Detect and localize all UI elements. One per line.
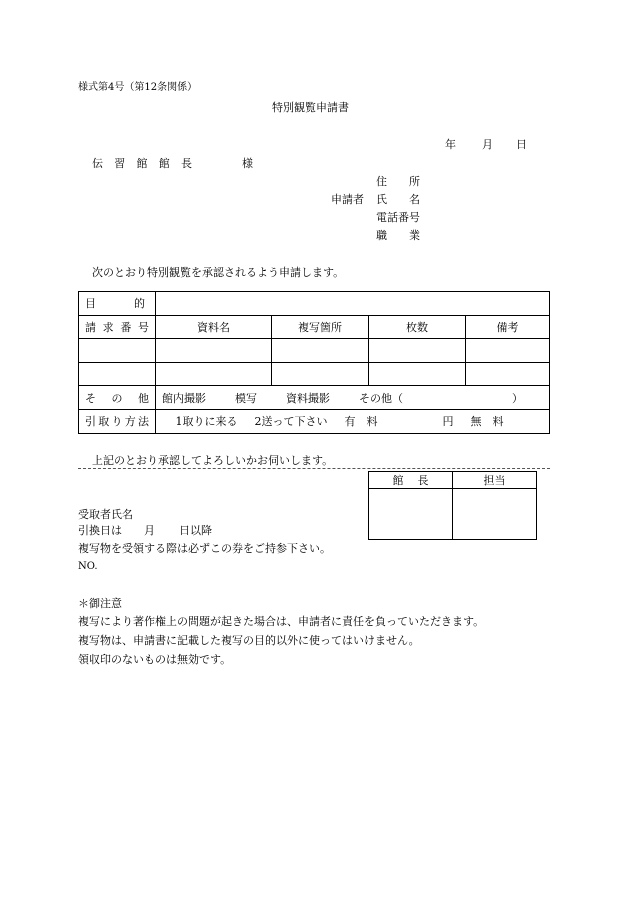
- document-title: 特別観覧申請書: [272, 101, 349, 114]
- option-paid[interactable]: 有 料: [344, 415, 378, 429]
- option-mail[interactable]: 2送って下さい: [254, 415, 328, 429]
- option-material-photo[interactable]: 資料撮影: [286, 391, 330, 405]
- remarks-cell[interactable]: [466, 362, 550, 386]
- header-row: [79, 315, 550, 339]
- copy-location-cell[interactable]: [272, 362, 369, 386]
- request-no-label: 請 求 番 号: [79, 315, 156, 339]
- exchange-date-line: 引換日は 月 日以降: [78, 524, 212, 537]
- note-item: 複写により著作権上の問題が起きた場合は、申請者に責任を負っていただきます。: [78, 615, 485, 628]
- form-number: 様式第4号（第12条関係）: [78, 82, 198, 93]
- phone-label: 電話番号: [376, 211, 420, 224]
- pickup-options: [156, 409, 550, 433]
- option-in-house-photo[interactable]: 館内撮影: [162, 391, 206, 405]
- sheet-count-cell[interactable]: [369, 339, 466, 363]
- cut-line-divider: [78, 468, 550, 469]
- date-month-label: 月: [482, 138, 493, 151]
- recipient-name-label: 受取者氏名: [78, 508, 133, 521]
- copy-location-cell[interactable]: [272, 339, 369, 363]
- table-row: [79, 339, 550, 363]
- pickup-method-label: 引 取 り 方 法: [79, 409, 156, 433]
- request-no-cell[interactable]: [79, 362, 156, 386]
- purpose-field[interactable]: [156, 292, 550, 316]
- occupation-label: 職 業: [376, 229, 420, 242]
- yen-label: 円: [442, 415, 454, 429]
- request-text: 次のとおり特別観覧を承認されるよう申請します。: [92, 266, 345, 279]
- remarks-cell[interactable]: [466, 339, 550, 363]
- director-header: 館 長: [369, 472, 453, 489]
- approval-request-text: 上記のとおり承認してよろしいかお伺いします。: [92, 454, 334, 467]
- receipt-number-label: NO.: [78, 561, 98, 572]
- address-label: 住 所: [376, 175, 420, 188]
- table-row: [79, 362, 550, 386]
- note-item: 複写物は、申請書に記載した複写の目的以外に使ってはいけません。: [78, 634, 420, 647]
- purpose-row: [79, 292, 550, 316]
- applicant-label: 申請者: [331, 193, 364, 206]
- col-remarks: 備考: [466, 315, 550, 339]
- option-other-close: ）: [512, 391, 523, 405]
- approval-stamp-box: [368, 471, 537, 540]
- pickup-row: [79, 409, 550, 433]
- material-name-cell[interactable]: [156, 362, 272, 386]
- addressee: 伝 習 館 館 長: [92, 157, 192, 170]
- director-stamp-cell[interactable]: [369, 489, 453, 540]
- note-item: 領収印のないものは無効です。: [78, 653, 232, 666]
- purpose-label: 目 的: [79, 292, 156, 316]
- other-row: [79, 386, 550, 410]
- material-name-cell[interactable]: [156, 339, 272, 363]
- other-label: そ の 他: [79, 386, 156, 410]
- sheet-count-cell[interactable]: [369, 362, 466, 386]
- option-tracing[interactable]: 模写: [235, 391, 257, 405]
- date-day-label: 日: [516, 138, 527, 151]
- bring-ticket-notice: 複写物を受領する際は必ずこの券をご持参下さい。: [78, 542, 331, 555]
- col-material-name: 資料名: [156, 315, 272, 339]
- addressee-honorific: 様: [242, 157, 253, 170]
- name-label: 氏 名: [376, 193, 420, 206]
- option-other[interactable]: その他（: [359, 391, 403, 405]
- date-year-label: 年: [445, 138, 456, 151]
- option-free[interactable]: 無 料: [470, 415, 504, 429]
- staff-stamp-cell[interactable]: [453, 489, 537, 540]
- col-sheet-count: 枚数: [369, 315, 466, 339]
- staff-header: 担当: [453, 472, 537, 489]
- col-copy-location: 複写箇所: [272, 315, 369, 339]
- application-table: [78, 291, 550, 434]
- notes-heading: ＊御注意: [78, 597, 122, 610]
- option-pickup[interactable]: 1取りに来る: [175, 415, 238, 429]
- request-no-cell[interactable]: [79, 339, 156, 363]
- other-options: [156, 386, 550, 410]
